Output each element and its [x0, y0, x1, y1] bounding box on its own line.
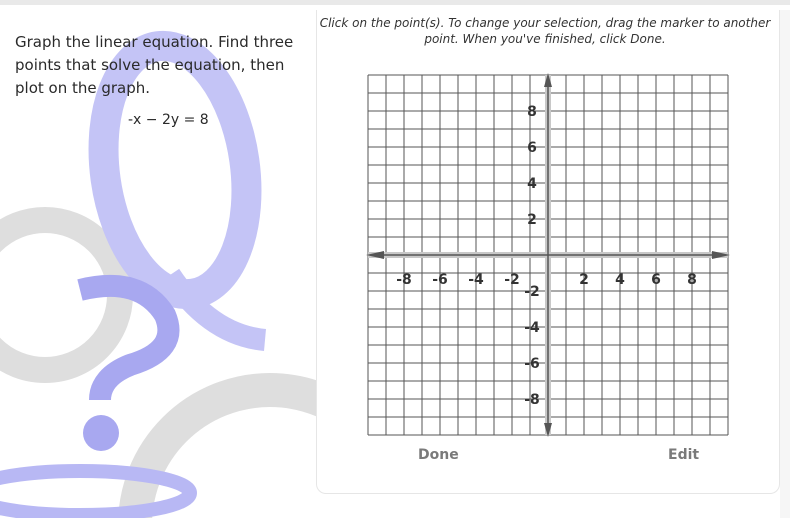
- x-tick-label: 4: [615, 272, 625, 288]
- x-tick-label: 2: [579, 272, 589, 288]
- x-tick-label: -6: [432, 272, 448, 288]
- deco-ring-large: [135, 390, 318, 518]
- x-tick-label: -8: [396, 272, 412, 288]
- y-tick-label: -6: [524, 356, 540, 372]
- y-tick-label: -2: [524, 284, 540, 300]
- edit-button[interactable]: Edit: [668, 447, 700, 463]
- y-tick-label: 4: [527, 176, 537, 192]
- y-tick-label: 2: [527, 212, 537, 228]
- coordinate-plane[interactable]: [317, 10, 779, 493]
- graph-panel: [316, 10, 780, 494]
- deco-question-dot: [83, 415, 119, 451]
- deco-swoosh: [0, 471, 190, 515]
- y-tick-label: -4: [524, 320, 540, 336]
- y-tick-label: -8: [524, 392, 540, 408]
- x-tick-label: -2: [504, 272, 520, 288]
- y-tick-label: 8: [527, 104, 537, 120]
- scrollbar-track[interactable]: [780, 10, 790, 518]
- question-panel: [0, 5, 318, 518]
- question-prompt: Graph the linear equation. Find three points that solve the equation, then plot on the graph.: [15, 33, 294, 97]
- done-button[interactable]: Done: [418, 447, 459, 463]
- y-tick-label: 6: [527, 140, 537, 156]
- x-tick-label: -4: [468, 272, 484, 288]
- graph-instructions: Click on the point(s). To change your selection, drag the marker to another point. When you've finished, click Done.: [319, 16, 771, 46]
- x-tick-label: 6: [651, 272, 661, 288]
- x-tick-label: 8: [687, 272, 697, 288]
- equation-text: -x − 2y = 8: [128, 112, 209, 128]
